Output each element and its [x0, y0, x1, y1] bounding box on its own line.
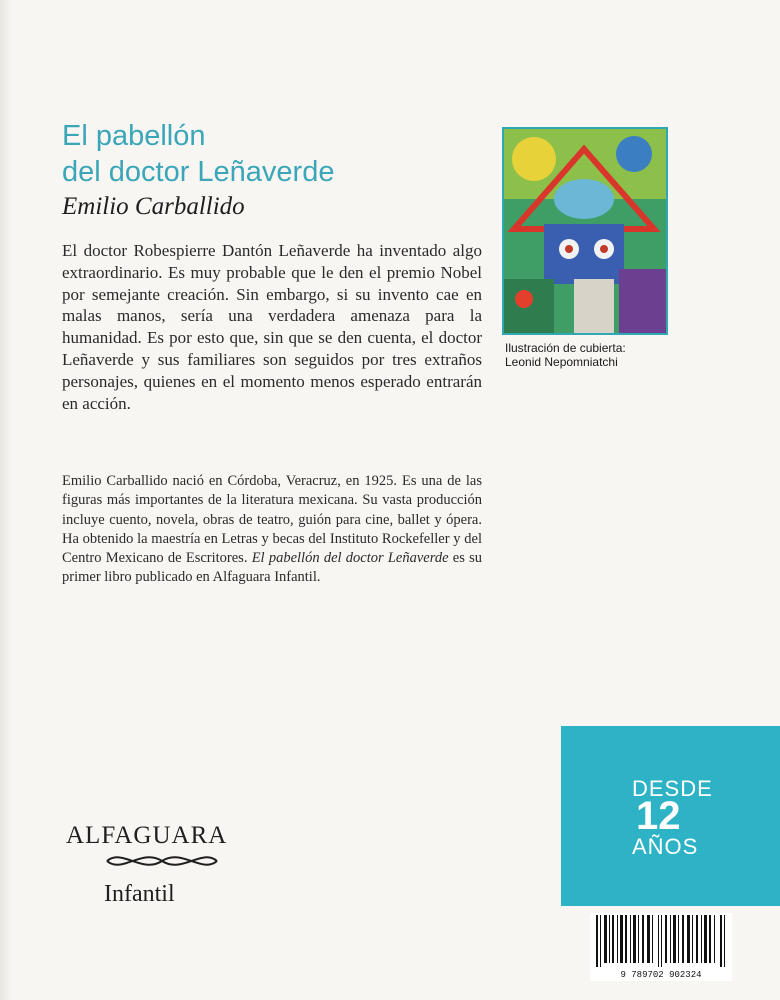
barcode-image	[590, 913, 732, 968]
cover-edge	[0, 0, 12, 1000]
bio-text-2: es su primer libro publicado en Alfaguara Infantil.	[62, 550, 482, 586]
age-number: 12	[636, 794, 681, 838]
age-label-bottom: AÑOS	[632, 834, 699, 859]
credit-name: Leonid Nepomniatchi	[505, 355, 618, 369]
cover-illustration	[502, 127, 668, 335]
credit-label: Ilustración de cubierta:	[505, 341, 626, 355]
bio-book-title: El pabellón del doctor Leñaverde	[251, 550, 449, 567]
title-line-1: El pabellón	[62, 120, 206, 152]
publisher-name: ALFAGUARA	[66, 822, 228, 849]
publisher-ornament-icon	[102, 850, 222, 872]
bio-text-1: Emilio Carballido nació en Córdoba, Veracruz, en 1925. Es una de las figuras más importantes de la literatura mexicana. Su vasta producción incluye cuento, novela, obras de teatro, guión para cine, ballet y ópera. Ha obtenido la maestría en Letras y becas del Instituto Rockefeller y del Centro Mexicano de Escritores.	[62, 473, 482, 567]
publisher-logo	[66, 822, 256, 908]
title-line-2: del doctor Leñaverde	[62, 156, 335, 188]
illustration-image	[504, 129, 666, 333]
synopsis-paragraph: El doctor Robespierre Dantón Leñaverde ha inventado algo extraordinario. Es muy probable que le den el premio Nobel por semejante creación. Sin embargo, si su invento cae en malas manos, sería una verdadera amenaza para la humanidad. Es por esto que, sin que se den cuenta, el doctor Leñaverde y sus familiares son seguidos por tres extraños personajes, quienes en el momento menos esperado entrarán en acción.	[62, 241, 482, 413]
barcode-number: 9 789702 902324	[620, 970, 702, 980]
publisher-imprint: Infantil	[104, 881, 175, 907]
age-label-top: DESDE	[632, 776, 713, 801]
book-title	[62, 118, 334, 190]
author-bio-paragraph	[62, 472, 482, 588]
illustration-credit	[505, 341, 626, 369]
book-author: Emilio Carballido	[62, 193, 245, 220]
